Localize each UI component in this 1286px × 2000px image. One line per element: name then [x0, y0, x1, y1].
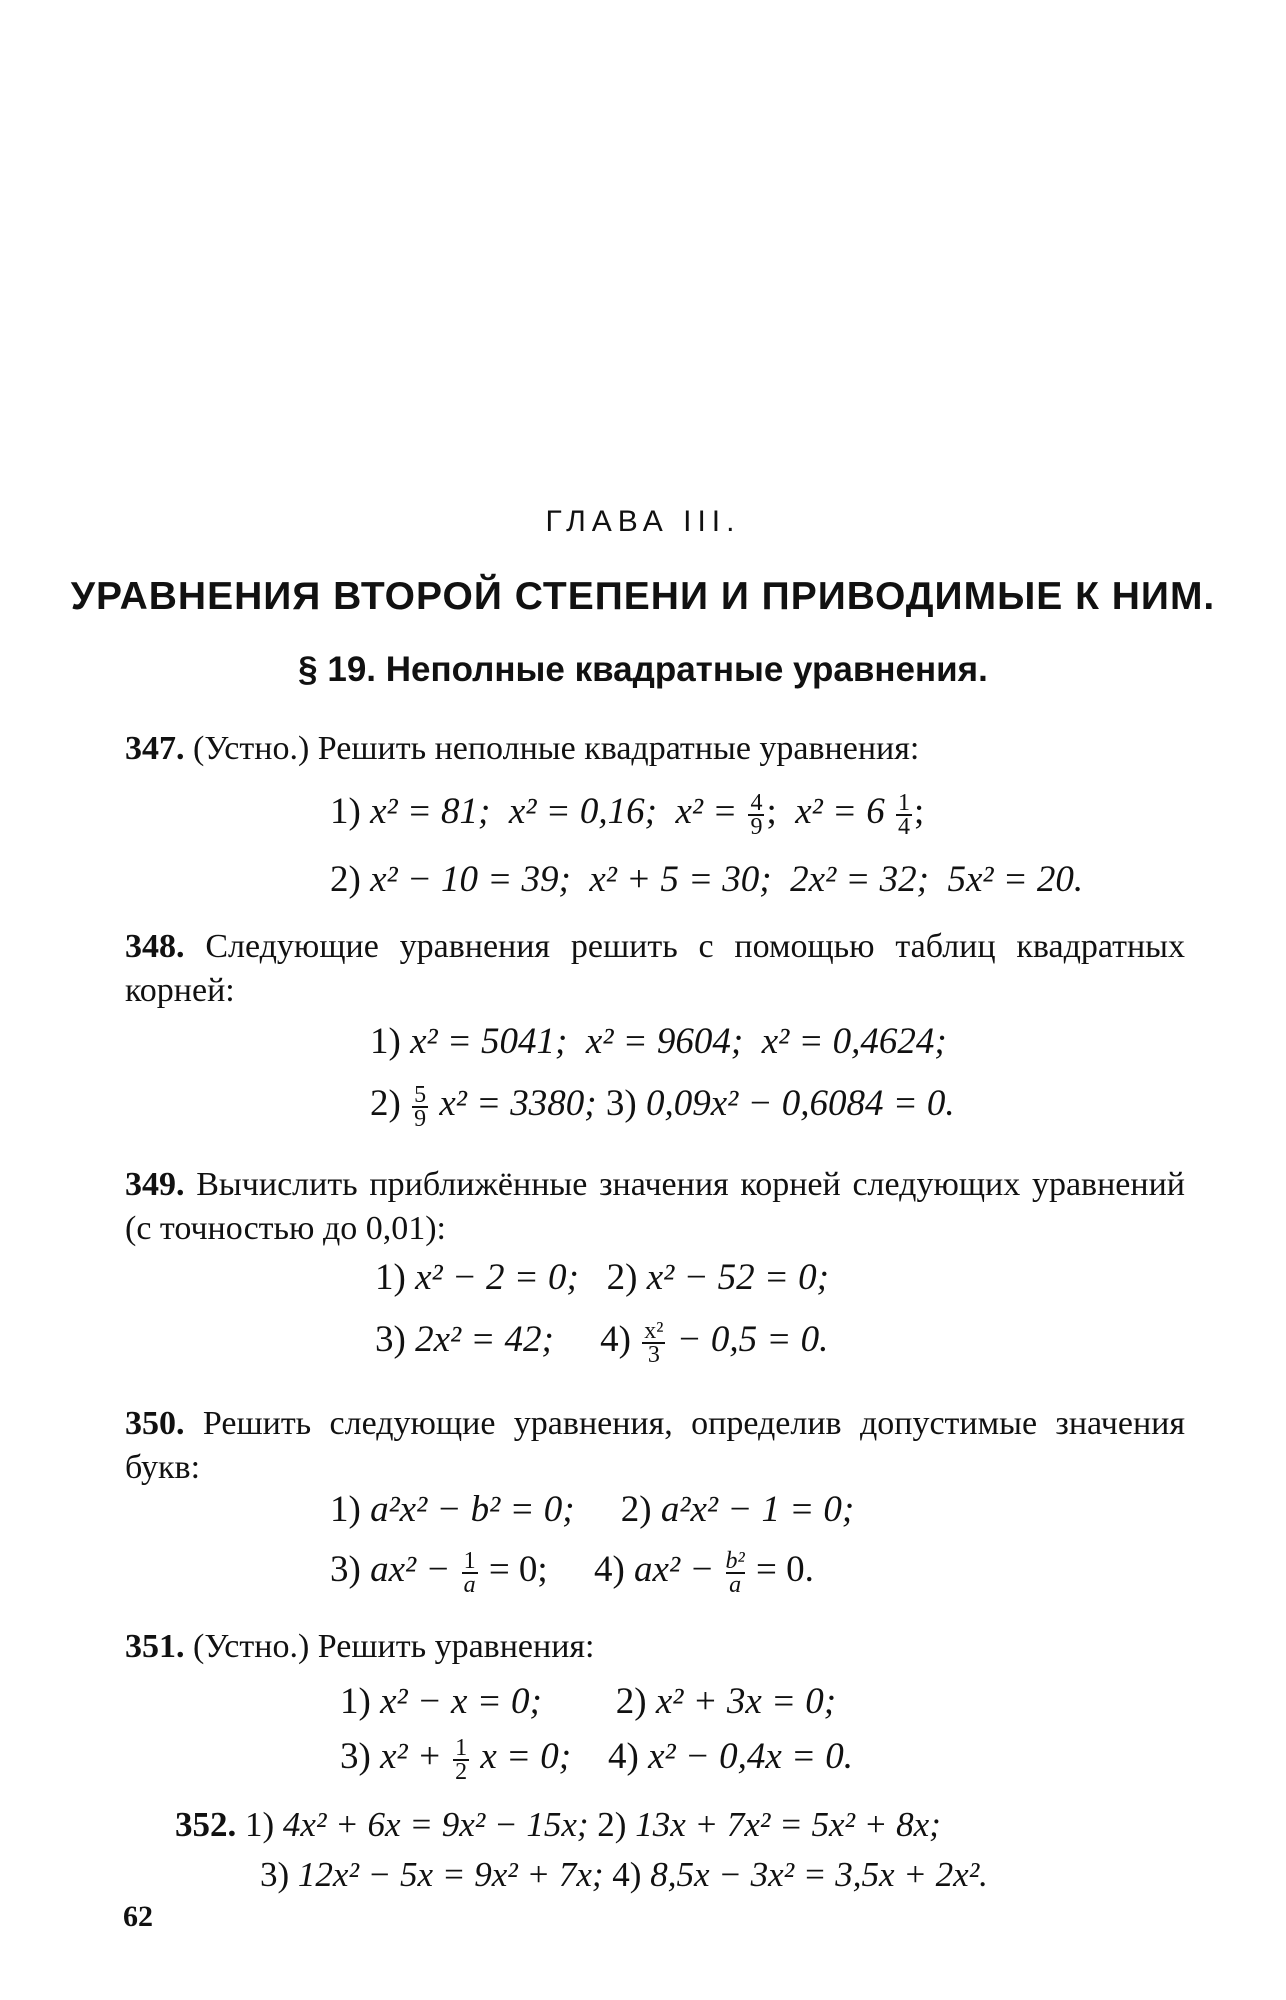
problem-text: Решить следующие уравнения, определив допустимые значения букв:	[125, 1405, 1186, 1486]
problem-350-line-1	[330, 1488, 854, 1531]
page-number: 62	[123, 1900, 153, 1933]
problem-number: 349.	[125, 1166, 185, 1203]
section-title: § 19. Неполные квадратные уравнения.	[298, 650, 988, 689]
problem-348-statement	[125, 925, 1185, 1013]
item-label: 2)	[370, 1083, 401, 1124]
problem-352-line-1	[175, 1805, 941, 1845]
equation: x² = 0,16;	[508, 791, 657, 832]
problem-number: 352.	[175, 1805, 237, 1844]
equation: = 0.	[755, 1549, 814, 1590]
fraction: $\frac{5}{9}$	[414, 1081, 427, 1132]
equation: x = 0;	[480, 1736, 572, 1777]
equation: a²x² − b² = 0;	[370, 1489, 575, 1530]
problem-number: 350.	[125, 1405, 185, 1442]
equation: x² − 2 = 0;	[415, 1257, 579, 1298]
chapter-title: УРАВНЕНИЯ ВТОРОЙ СТЕПЕНИ И ПРИВОДИМЫЕ К НИМ.	[70, 575, 1216, 618]
equation: x² = 5041;	[410, 1021, 568, 1062]
equation: x² =	[675, 791, 738, 832]
problem-348-line-1	[370, 1020, 947, 1063]
equation: 0,09x² − 0,6084 = 0.	[645, 1083, 955, 1124]
item-label: 1)	[330, 791, 361, 832]
item-label: 3)	[605, 1083, 637, 1124]
problem-348-line-2	[370, 1082, 955, 1130]
item-label: 2)	[620, 1489, 652, 1530]
problem-text: Вычислить приближённые значения корней следующих уравнений (с точностью до 0,01):	[125, 1166, 1185, 1247]
fraction: $\frac{1}{4}$	[897, 789, 910, 840]
item-label: 4)	[593, 1549, 625, 1590]
punctuation: ;	[766, 791, 777, 832]
fraction: $\frac{1}{a}$	[463, 1547, 476, 1598]
problem-351-statement	[125, 1625, 1185, 1669]
problem-347-statement	[125, 727, 1185, 771]
equation: 2x² = 42;	[415, 1319, 554, 1360]
problem-347-line-1	[330, 790, 924, 838]
item-label: 4)	[608, 1736, 639, 1777]
equation: 8,5x − 3x² = 3,5x + 2x².	[650, 1855, 988, 1894]
problem-352-line-2	[260, 1855, 988, 1895]
problem-number: 351.	[125, 1628, 185, 1665]
equation: 5x² = 20.	[947, 859, 1084, 900]
problem-349-statement	[125, 1163, 1185, 1251]
problem-number: 347.	[125, 730, 185, 767]
problem-351-line-2	[340, 1735, 853, 1783]
chapter-label: ГЛАВА III.	[545, 505, 741, 538]
equation: x² = 9604;	[585, 1021, 744, 1062]
equation: a²x² − 1 = 0;	[660, 1489, 855, 1530]
problem-347-line-2	[330, 858, 1083, 901]
equation: x² +	[380, 1736, 442, 1777]
equation: x² + 5 = 30;	[589, 859, 772, 900]
equation: x² = 0,4624;	[761, 1021, 947, 1062]
item-label: 4)	[600, 1319, 631, 1360]
problem-text: Следующие уравнения решить с помощью таблиц квадратных корней:	[125, 928, 1186, 1009]
equation: x² = 6	[795, 791, 885, 832]
item-label: 3)	[340, 1736, 371, 1777]
equation: x² − 0,4x = 0.	[648, 1736, 853, 1777]
item-label: 3)	[260, 1855, 290, 1894]
fraction: $\frac{\text{x²}}{3}$	[644, 1317, 664, 1368]
item-label: 1)	[375, 1257, 406, 1298]
item-label: 4)	[612, 1855, 642, 1894]
problem-text: (Устно.) Решить уравнения:	[193, 1628, 595, 1665]
fraction: $\frac{1}{2}$	[455, 1734, 468, 1785]
item-label: 3)	[375, 1319, 406, 1360]
problem-349-line-2	[375, 1318, 828, 1366]
equation: x² = 81;	[370, 791, 491, 832]
item-label: 2)	[597, 1805, 627, 1844]
item-label: 3)	[330, 1549, 361, 1590]
equation: x² = 3380;	[439, 1083, 597, 1124]
equation: 4x² + 6x = 9x² − 15x;	[282, 1805, 589, 1844]
equation: ax² −	[634, 1549, 715, 1590]
item-label: 1)	[330, 1489, 361, 1530]
item-label: 2)	[606, 1257, 638, 1298]
problem-350-line-2	[330, 1548, 814, 1596]
equation: 13x + 7x² = 5x² + 8x;	[635, 1805, 941, 1844]
fraction: $\frac{\text{b²}}{a}$	[725, 1547, 745, 1598]
item-label: 2)	[615, 1681, 647, 1722]
equation: x² + 3x = 0;	[655, 1681, 837, 1722]
item-label: 1)	[340, 1681, 371, 1722]
item-label: 2)	[330, 859, 361, 900]
problem-349-line-1	[375, 1256, 829, 1299]
item-label: 1)	[245, 1805, 275, 1844]
equation: ax² −	[370, 1549, 451, 1590]
equation: 12x² − 5x = 9x² + 7x;	[297, 1855, 604, 1894]
equation: 2x² = 32;	[790, 859, 929, 900]
problem-351-line-1	[340, 1680, 836, 1723]
problem-number: 348.	[125, 928, 185, 965]
problem-350-statement	[125, 1402, 1185, 1490]
equation: x² − 52 = 0;	[646, 1257, 829, 1298]
equation: x² − 10 = 39;	[370, 859, 571, 900]
item-label: 1)	[370, 1021, 401, 1062]
fraction: $\frac{4}{9}$	[750, 789, 763, 840]
equation: = 0;	[488, 1549, 548, 1590]
problem-text: (Устно.) Решить неполные квадратные уравнения:	[193, 730, 920, 767]
equation: − 0,5 = 0.	[676, 1319, 829, 1360]
equation: x² − x = 0;	[380, 1681, 542, 1722]
punctuation: ;	[913, 791, 925, 832]
